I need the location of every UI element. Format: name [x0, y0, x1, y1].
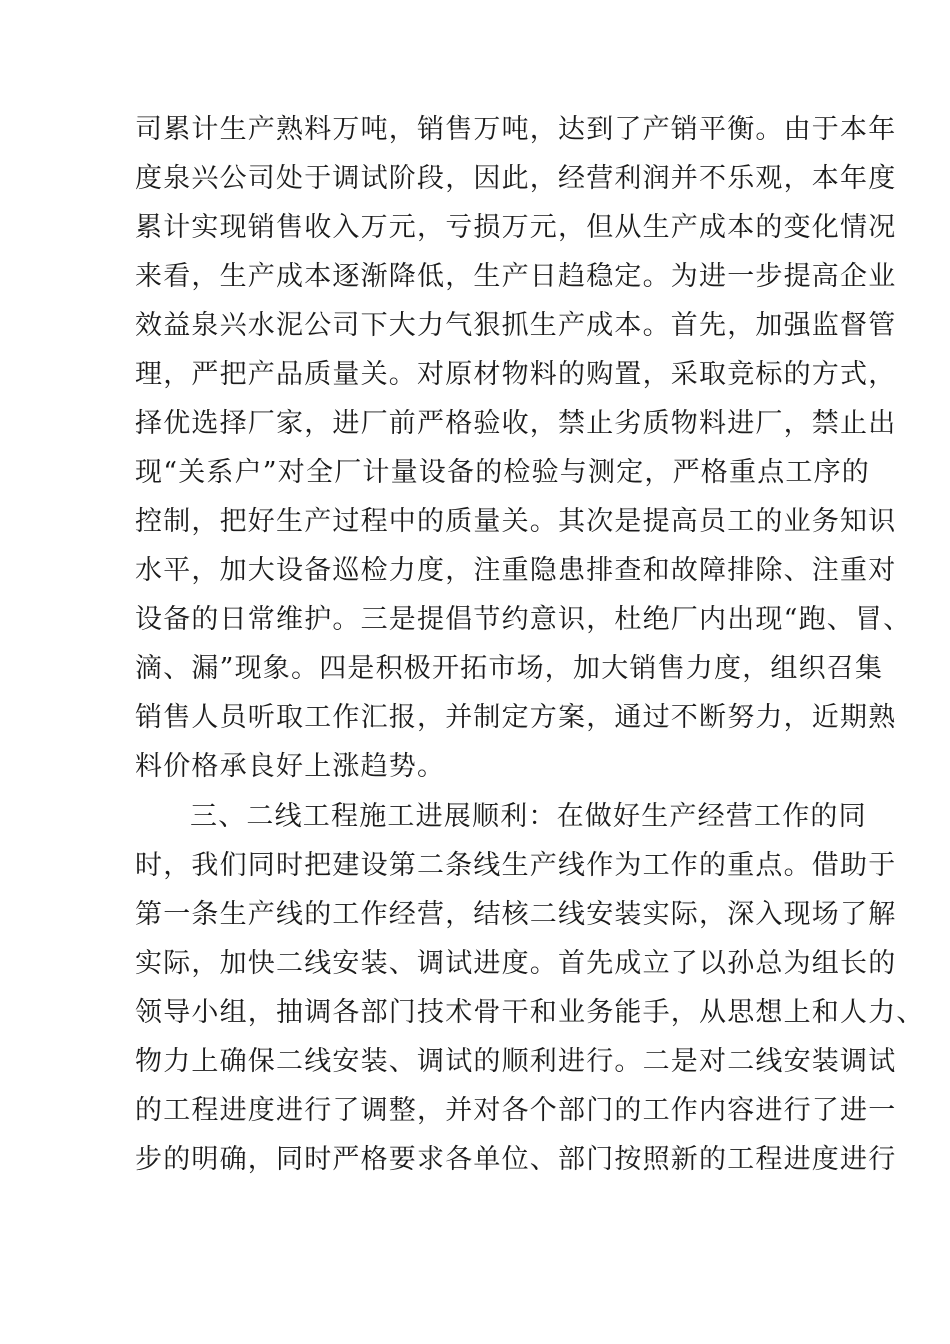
- text-line: 来看，生产成本逐渐降低，生产日趋稳定。为进一步提高企业: [135, 261, 897, 292]
- text-line: 效益泉兴水泥公司下大力气狠抓生产成本。首先，加强监督管: [135, 310, 897, 341]
- text-line: 度泉兴公司处于调试阶段，因此，经营利润并不乐观，本年度: [135, 163, 897, 194]
- text-line: 控制，把好生产过程中的质量关。其次是提高员工的业务知识: [135, 506, 897, 537]
- text-line: 现“关系户”对全厂计量设备的检验与测定，严格重点工序的: [135, 457, 871, 488]
- text-line: 步的明确，同时严格要求各单位、部门按照新的工程进度进行: [135, 1144, 897, 1175]
- text-line: 择优选择厂家，进厂前严格验收，禁止劣质物料进厂，禁止出: [135, 408, 897, 439]
- text-line: 设备的日常维护。三是提倡节约意识，杜绝厂内出现“跑、冒、: [135, 604, 912, 635]
- text-line: 理，严把产品质量关。对原材物料的购置，采取竞标的方式，: [135, 359, 897, 390]
- section-heading-line: 三、二线工程施工进展顺利：在做好生产经营工作的同: [190, 801, 867, 832]
- text-line: 时，我们同时把建设第二条线生产线作为工作的重点。借助于: [135, 850, 897, 881]
- text-line: 料价格承良好上涨趋势。: [135, 751, 446, 782]
- text-line: 司累计生产熟料万吨，销售万吨，达到了产销平衡。由于本年: [135, 114, 897, 145]
- text-line: 的工程进度进行了调整，并对各个部门的工作内容进行了进一: [135, 1095, 897, 1126]
- text-line: 第一条生产线的工作经营，结核二线安装实际，深入现场了解: [135, 899, 897, 930]
- text-line: 物力上确保二线安装、调试的顺利进行。二是对二线安装调试: [135, 1046, 897, 1077]
- text-line: 滴、漏”现象。四是积极开拓市场，加大销售力度，组织召集: [135, 653, 884, 684]
- text-line: 领导小组，抽调各部门技术骨干和业务能手，从思想上和人力、: [135, 997, 925, 1028]
- text-line: 水平，加大设备巡检力度，注重隐患排查和故障排除、注重对: [135, 555, 897, 586]
- text-line: 销售人员听取工作汇报，并制定方案，通过不断努力，近期熟: [135, 702, 897, 733]
- text-line: 实际，加快二线安装、调试进度。首先成立了以孙总为组长的: [135, 948, 897, 979]
- text-line: 累计实现销售收入万元，亏损万元，但从生产成本的变化情况: [135, 212, 897, 243]
